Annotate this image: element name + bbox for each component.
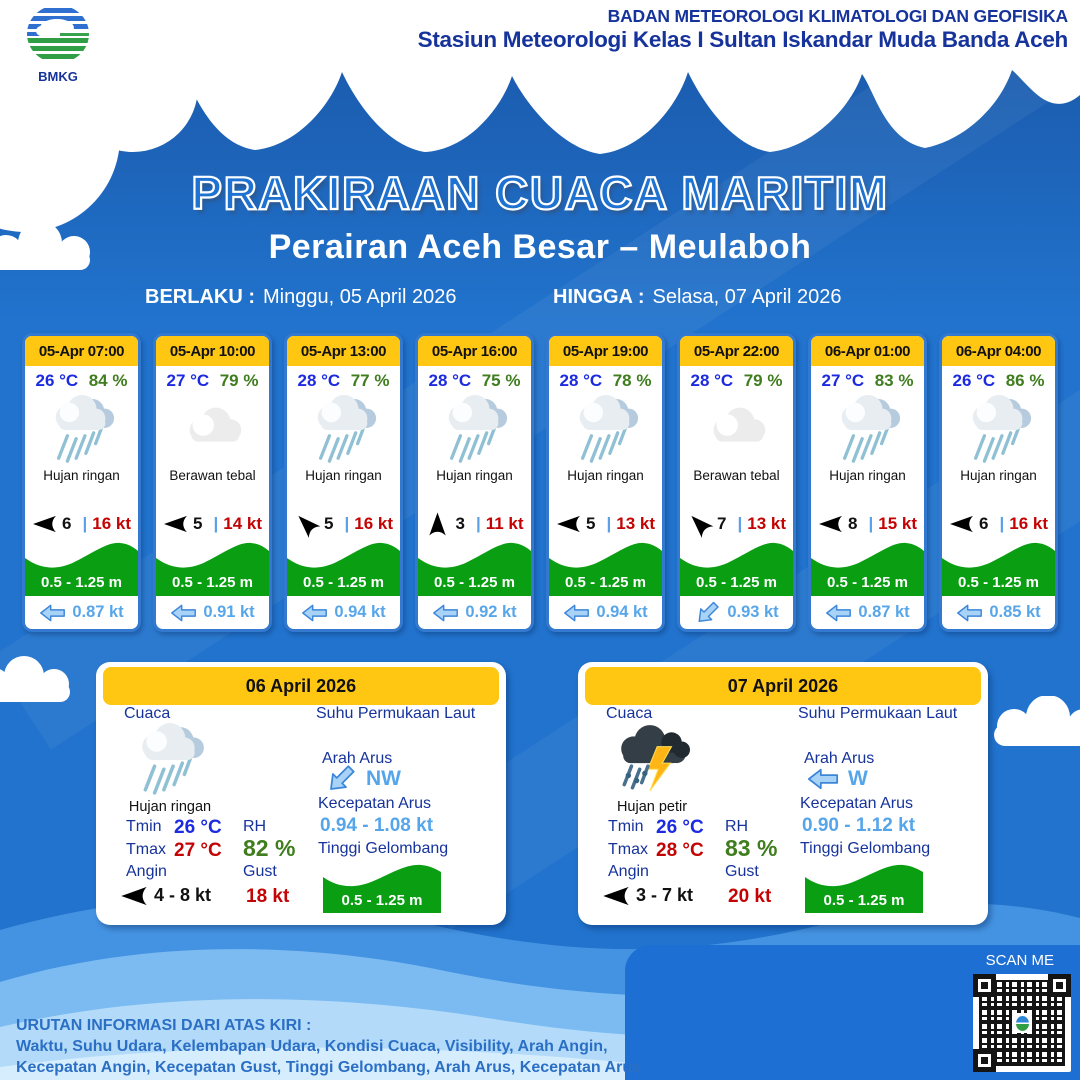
separator: | <box>737 514 743 533</box>
current-direction-icon <box>956 603 983 623</box>
weather-condition: Hujan ringan <box>829 468 906 483</box>
weather-condition: Hujan ringan <box>436 468 513 483</box>
current-direction-label: Arah Arus <box>322 750 393 767</box>
rh-value: 82 % <box>243 835 296 861</box>
forecast-time: 06-Apr 04:00 <box>942 336 1055 366</box>
daily-date: 06 April 2026 <box>103 667 499 705</box>
current-row <box>811 596 924 629</box>
hourly-forecast-card <box>153 333 272 632</box>
light-rain-icon <box>549 393 662 465</box>
rh-label: RH <box>243 818 267 835</box>
tmax-label: Tmax <box>126 841 166 858</box>
footer-legend-line1: Waktu, Suhu Udara, Kelembapan Udara, Kondisi Cuaca, Visibility, Arah Angin, <box>16 1038 608 1055</box>
daily-card-body <box>96 705 506 925</box>
valid-to <box>553 286 842 309</box>
current-row <box>156 596 269 629</box>
forecast-time: 05-Apr 19:00 <box>549 336 662 366</box>
wind-range: 4 - 8 kt <box>154 885 212 905</box>
wave-height-band <box>323 861 441 913</box>
wave-height: 0.5 - 1.25 m <box>41 574 122 591</box>
relative-humidity: 79 % <box>219 371 259 390</box>
thick-cloud-icon <box>156 393 269 465</box>
wind-speed: 5 <box>324 514 334 533</box>
daily-date: 07 April 2026 <box>585 667 981 705</box>
hourly-forecast-card <box>939 333 1058 632</box>
tmax-value: 28 °C <box>656 840 704 861</box>
current-direction-icon <box>39 603 66 623</box>
scan-me-label: SCAN ME <box>985 952 1054 969</box>
current-row <box>25 596 138 629</box>
wind-direction-icon <box>32 515 57 533</box>
hourly-forecast-card <box>546 333 665 632</box>
wind-speed: 6 <box>62 514 72 533</box>
wind-direction-icon <box>120 886 148 906</box>
forecast-time: 05-Apr 16:00 <box>418 336 531 366</box>
separator: | <box>606 514 612 533</box>
air-temperature: 28 °C <box>428 371 472 390</box>
wind-gust: 16 kt <box>1009 514 1048 533</box>
relative-humidity: 86 % <box>1005 371 1045 390</box>
wave-height-band <box>25 538 138 596</box>
hourly-forecast-row <box>22 333 1058 632</box>
valid-to-label: HINGGA : <box>553 286 645 308</box>
bmkg-logo-text: BMKG <box>38 69 78 84</box>
qr-center-bmkg-logo <box>1012 1013 1032 1033</box>
weather-condition: Berawan tebal <box>169 468 256 483</box>
gust-value: 18 kt <box>246 886 290 907</box>
wave-height-band <box>805 861 923 913</box>
valid-to-value: Selasa, 07 April 2026 <box>652 286 842 308</box>
wave-height: 0.5 - 1.25 m <box>172 574 253 591</box>
relative-humidity: 77 % <box>350 371 390 390</box>
forecast-time: 05-Apr 10:00 <box>156 336 269 366</box>
relative-humidity: 75 % <box>481 371 521 390</box>
light-rain-icon <box>418 393 531 465</box>
footer-legend-title: URUTAN INFORMASI DARI ATAS KIRI : <box>16 1017 312 1034</box>
gust-label: Gust <box>243 863 277 880</box>
wind-direction-icon <box>429 512 447 537</box>
validity-row <box>0 286 1080 312</box>
valid-from <box>145 286 456 309</box>
thick-cloud-icon <box>680 393 793 465</box>
wind-speed: 8 <box>848 514 858 533</box>
wind-gust: 11 kt <box>485 514 524 533</box>
hourly-forecast-card <box>415 333 534 632</box>
tmax-value: 27 °C <box>174 840 222 861</box>
wave-height-band <box>680 538 793 596</box>
weather-condition: Hujan ringan <box>305 468 382 483</box>
current-speed: 0.87 kt <box>858 603 910 621</box>
daily-card-body <box>578 705 988 925</box>
wind-direction-icon <box>949 515 974 533</box>
station-name: Stasiun Meteorologi Kelas I Sultan Iskandar Muda Banda Aceh <box>417 27 1068 52</box>
wind-gust: 15 kt <box>878 514 917 533</box>
tmin-value: 26 °C <box>174 817 222 838</box>
cloud-decoration <box>0 656 106 702</box>
weather-section-label: Cuaca <box>606 705 653 722</box>
wind-row <box>120 885 211 906</box>
air-temperature: 26 °C <box>35 371 79 390</box>
agency-header <box>418 6 1068 53</box>
wave-height-label: Tinggi Gelombang <box>800 840 931 857</box>
weather-condition: Hujan ringan <box>960 468 1037 483</box>
relative-humidity: 84 % <box>88 371 128 390</box>
current-speed: 0.94 kt <box>334 603 386 621</box>
wind-row <box>156 514 269 534</box>
weather-section-label: Cuaca <box>124 705 171 722</box>
wind-speed: 5 <box>193 514 203 533</box>
cloud-decoration <box>982 696 1080 746</box>
current-direction-row <box>324 767 401 791</box>
wind-gust: 13 kt <box>747 514 786 533</box>
current-speed: 0.94 kt <box>596 603 648 621</box>
wind-speed: 6 <box>979 514 989 533</box>
wave-height: 0.5 - 1.25 m <box>696 574 777 591</box>
area-subtitle: Perairan Aceh Besar – Meulaboh <box>268 228 812 266</box>
separator: | <box>213 514 219 533</box>
weather-condition: Berawan tebal <box>693 468 780 483</box>
current-speed: 0.85 kt <box>989 603 1041 621</box>
current-direction-row <box>806 767 868 791</box>
current-row <box>680 596 793 629</box>
wind-row <box>549 514 662 534</box>
wave-height-band <box>942 538 1055 596</box>
gust-label: Gust <box>725 863 759 880</box>
current-speed: 0.87 kt <box>72 603 124 621</box>
forecast-time: 05-Apr 22:00 <box>680 336 793 366</box>
wind-gust: 14 kt <box>223 514 262 533</box>
current-direction-icon <box>432 603 459 623</box>
current-speed-label: Kecepatan Arus <box>318 795 431 812</box>
current-direction-value: W <box>848 767 868 790</box>
wind-gust: 13 kt <box>616 514 655 533</box>
light-rain-icon <box>287 393 400 465</box>
hourly-forecast-card <box>808 333 927 632</box>
footer-legend <box>16 1015 641 1078</box>
wind-direction-icon <box>602 886 630 906</box>
weather-condition: Hujan petir <box>616 799 688 815</box>
wave-height: 0.5 - 1.25 m <box>958 574 1039 591</box>
wind-row <box>680 514 793 534</box>
rh-label: RH <box>725 818 749 835</box>
current-direction-icon <box>563 603 590 623</box>
current-speed: 0.93 kt <box>727 603 779 621</box>
qr-code <box>973 974 1071 1072</box>
wind-gust: 16 kt <box>354 514 393 533</box>
current-direction-icon <box>170 603 197 623</box>
air-temperature: 27 °C <box>821 371 865 390</box>
current-direction-label: Arah Arus <box>804 750 875 767</box>
air-temperature: 28 °C <box>690 371 734 390</box>
wind-range: 3 - 7 kt <box>636 885 694 905</box>
separator: | <box>475 514 481 533</box>
sea-surface-label: Suhu Permukaan Laut <box>798 705 958 722</box>
wave-height-band <box>418 538 531 596</box>
current-row <box>942 596 1055 629</box>
gust-value: 20 kt <box>728 886 772 907</box>
wave-height: 0.5 - 1.25 m <box>565 574 646 591</box>
wave-height-band <box>811 538 924 596</box>
wind-gust: 16 kt <box>92 514 131 533</box>
wave-height-band <box>287 538 400 596</box>
daily-forecast-card <box>96 662 506 925</box>
current-direction-icon <box>825 603 852 623</box>
hourly-forecast-card <box>22 333 141 632</box>
current-direction-icon <box>301 603 328 623</box>
air-temperature: 26 °C <box>952 371 996 390</box>
current-speed-label: Kecepatan Arus <box>800 795 913 812</box>
tmin-label: Tmin <box>126 818 162 835</box>
forecast-time: 05-Apr 07:00 <box>25 336 138 366</box>
wind-direction-icon <box>684 509 714 539</box>
wind-row <box>942 514 1055 534</box>
forecast-time: 05-Apr 13:00 <box>287 336 400 366</box>
tmin-label: Tmin <box>608 818 644 835</box>
qr-finder-icon <box>1048 974 1071 997</box>
bmkg-logo-icon <box>24 4 92 66</box>
wave-height-band <box>549 538 662 596</box>
wave-height: 0.5 - 1.25 m <box>434 574 515 591</box>
current-speed-value: 0.94 - 1.08 kt <box>320 815 434 836</box>
wind-row <box>287 514 400 534</box>
wind-speed: 3 <box>455 514 465 533</box>
separator: | <box>82 514 88 533</box>
sea-surface-label: Suhu Permukaan Laut <box>316 705 476 722</box>
bmkg-logo <box>22 4 94 84</box>
agency-name: BADAN METEOROLOGI KLIMATOLOGI DAN GEOFISIKA <box>607 6 1068 26</box>
relative-humidity: 83 % <box>874 371 914 390</box>
air-temperature: 28 °C <box>297 371 341 390</box>
wind-direction-icon <box>556 515 581 533</box>
current-direction-icon <box>806 767 840 791</box>
separator: | <box>999 514 1005 533</box>
separator: | <box>868 514 874 533</box>
wind-speed: 5 <box>586 514 596 533</box>
current-row <box>549 596 662 629</box>
current-direction-value: NW <box>366 767 401 790</box>
footer-legend-line2: Kecepatan Angin, Kecepatan Gust, Tinggi Gelombang, Arah Arus, Kecepatan Arus <box>16 1059 642 1076</box>
weather-condition: Hujan ringan <box>43 468 120 483</box>
wind-direction-icon <box>818 515 843 533</box>
wind-row <box>602 885 693 906</box>
wind-label: Angin <box>126 863 167 880</box>
hourly-forecast-card <box>677 333 796 632</box>
daily-forecast-card <box>578 662 988 925</box>
light-rain-icon <box>942 393 1055 465</box>
light-rain-icon <box>124 721 216 797</box>
qr-finder-icon <box>973 974 996 997</box>
wind-row <box>25 514 138 534</box>
qr-finder-icon <box>973 1049 996 1072</box>
current-row <box>287 596 400 629</box>
scan-me-panel <box>625 945 1080 1080</box>
weather-condition: Hujan ringan <box>128 799 212 815</box>
forecast-time: 06-Apr 01:00 <box>811 336 924 366</box>
current-speed: 0.92 kt <box>465 603 517 621</box>
current-speed: 0.91 kt <box>203 603 255 621</box>
wind-direction-icon <box>163 515 188 533</box>
air-temperature: 28 °C <box>559 371 603 390</box>
weather-condition: Hujan ringan <box>567 468 644 483</box>
wind-direction-icon <box>291 509 321 539</box>
relative-humidity: 79 % <box>743 371 783 390</box>
light-rain-icon <box>25 393 138 465</box>
valid-from-label: BERLAKU : <box>145 286 255 308</box>
thunderstorm-icon <box>606 721 698 797</box>
wave-height: 0.5 - 1.25 m <box>827 574 908 591</box>
rh-value: 83 % <box>725 835 778 861</box>
light-rain-icon <box>811 393 924 465</box>
current-speed-value: 0.90 - 1.12 kt <box>802 815 916 836</box>
wave-height-label: Tinggi Gelombang <box>318 840 449 857</box>
separator: | <box>344 514 350 533</box>
relative-humidity: 78 % <box>612 371 652 390</box>
wind-speed: 7 <box>717 514 727 533</box>
valid-from-value: Minggu, 05 April 2026 <box>263 286 457 308</box>
tmax-label: Tmax <box>608 841 648 858</box>
wind-row <box>811 514 924 534</box>
tmin-value: 26 °C <box>656 817 704 838</box>
hourly-forecast-card <box>284 333 403 632</box>
page-title: PRAKIRAAN CUACA MARITIM <box>191 167 889 219</box>
wind-row <box>418 514 531 534</box>
current-row <box>418 596 531 629</box>
wind-label: Angin <box>608 863 649 880</box>
wave-height-band <box>156 538 269 596</box>
air-temperature: 27 °C <box>166 371 210 390</box>
wave-height: 0.5 - 1.25 m <box>341 892 423 909</box>
wave-height: 0.5 - 1.25 m <box>303 574 384 591</box>
current-direction-icon <box>691 596 724 629</box>
wave-height: 0.5 - 1.25 m <box>823 892 905 909</box>
